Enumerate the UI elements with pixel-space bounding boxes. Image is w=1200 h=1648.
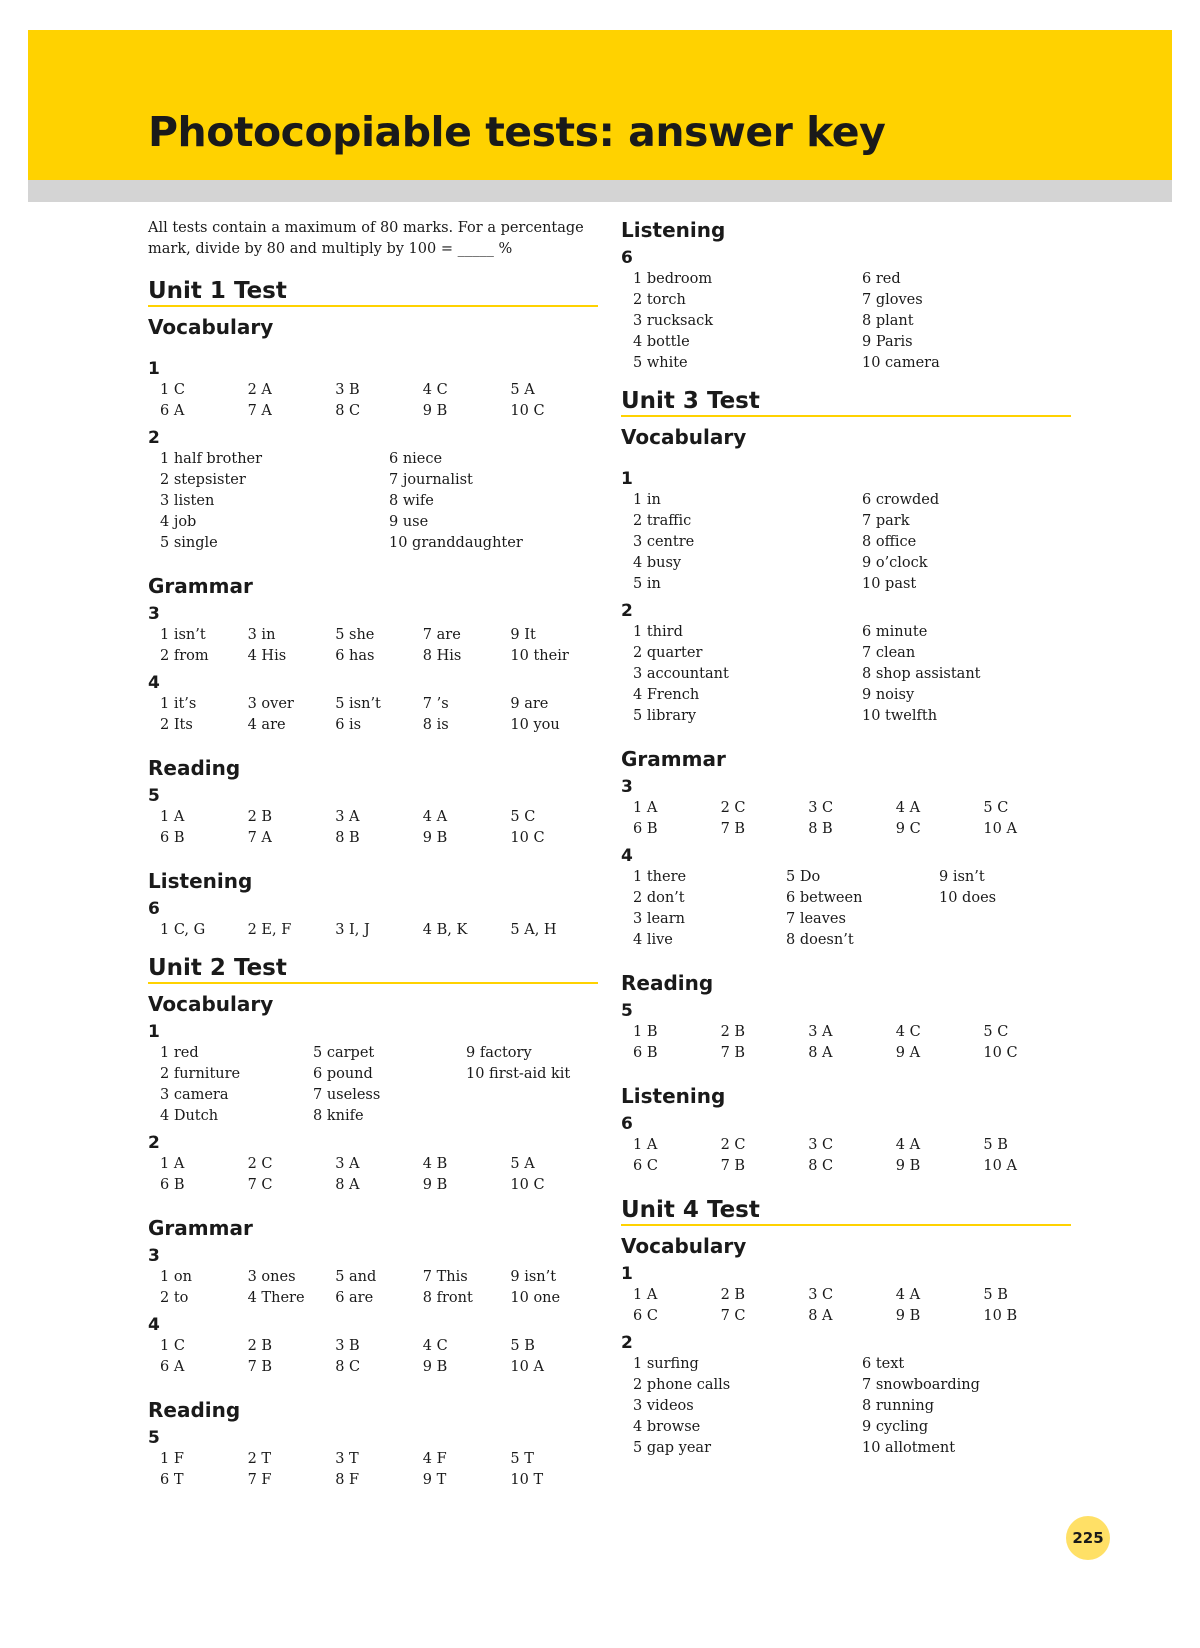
answer-item: 2 furniture [160,1066,241,1082]
answer-item: 8 shop assistant [862,666,981,682]
answer-item: 7 clean [862,645,916,661]
answer-item: 6 B [633,1045,658,1061]
exercise-number: 1 [148,359,160,379]
answer-item: 7 A [247,403,272,419]
answer-item: 7 F [247,1472,272,1488]
answer-item: 4 A [895,1287,921,1303]
answer-item: 3 C [808,800,834,816]
answer-item: 9 A [895,1045,921,1061]
spacer [621,380,1071,388]
answer-item: 1 third [633,624,683,640]
spacer [148,1384,598,1398]
answer-item: 3 C [808,1137,834,1153]
answer-item: 8 B [808,821,833,837]
answer-grid [633,490,1071,595]
answer-item: 7 B [720,1158,746,1174]
answer-item: 7 useless [313,1087,381,1103]
answer-grid [160,807,598,849]
answer-item: 1 in [633,492,661,508]
exercise-number: 2 [621,601,633,621]
answer-item: 5 gap year [633,1440,712,1456]
answer-item: 5 in [633,576,661,592]
unit-heading: Unit 1 Test [148,278,598,307]
section-heading: Vocabulary [148,315,274,339]
answer-item: 7 journalist [389,472,473,488]
answer-item: 5 A [510,382,535,398]
answer-item: 8 A [808,1308,833,1324]
answer-item: 2 from [160,648,209,664]
answer-grid [160,920,598,941]
unit-heading: Unit 2 Test [148,955,598,984]
exercise-number: 5 [621,1001,633,1021]
section-heading: Listening [148,869,253,893]
answer-item: 6 C [633,1308,658,1324]
answer-item: 8 knife [313,1108,364,1124]
answer-item: 3 I, J [335,922,370,938]
answer-item: 5 white [633,355,688,371]
answer-item: 8 F [335,1472,360,1488]
left-column [148,218,598,1497]
answer-item: 5 C [983,800,1009,816]
exercise-number: 4 [148,673,160,693]
title-banner [28,30,1172,180]
answer-item: 9 B [422,403,448,419]
answer-item: 6 between [786,890,863,906]
answer-item: 5 A, H [510,922,557,938]
answer-grid [160,1154,598,1196]
answer-item: 4 F [422,1451,447,1467]
answer-item: 5 and [335,1269,377,1285]
spacer [148,742,598,756]
answer-item: 3 rucksack [633,313,714,329]
exercise-number: 1 [148,1022,160,1042]
answer-item: 7 B [247,1359,273,1375]
answer-item: 3 B [335,1338,360,1354]
unit-heading: Unit 3 Test [621,388,1071,417]
answer-item: 10 camera [862,355,940,371]
exercise-number: 6 [621,1114,633,1134]
answer-item: 5 A [510,1156,535,1172]
answer-item: 7 snowboarding [862,1377,980,1393]
answer-item: 3 in [247,627,276,643]
section-heading: Listening [621,1084,726,1108]
answer-item: 8 office [862,534,917,550]
exercise-number: 5 [148,1428,160,1448]
spacer [621,1183,1071,1197]
answer-item: 4 C [895,1024,921,1040]
answer-item: 2 B [247,1338,273,1354]
page-title: Photocopiable tests: answer key [148,108,886,156]
answer-item: 2 A [247,382,272,398]
answer-item: 7 leaves [786,911,846,927]
answer-grid [160,1267,598,1309]
answer-grid [160,625,598,667]
exercise-number: 1 [621,1264,633,1284]
answer-item: 3 A [335,809,360,825]
spacer [148,345,598,359]
answer-item: 7 B [720,821,746,837]
answer-item: 6 is [335,717,362,733]
answer-item [939,930,1071,951]
answer-item: 1 on [160,1269,192,1285]
answer-item: 9 B [422,1359,448,1375]
answer-item: 10 allotment [862,1440,956,1456]
section-heading: Grammar [148,574,253,598]
answer-item: 1 A [633,800,658,816]
answer-item: 6 are [335,1290,374,1306]
answer-item: 1 there [633,869,687,885]
answer-item: 1 A [160,1156,185,1172]
exercise-number: 4 [621,846,633,866]
exercise-number: 1 [621,469,633,489]
answer-item: 2 quarter [633,645,703,661]
answer-item: 4 browse [633,1419,701,1435]
banner-strip [28,180,1172,202]
exercise-number: 2 [148,1133,160,1153]
answer-item: 8 His [422,648,462,664]
answer-item: 9 T [422,1472,447,1488]
answer-item [466,1106,598,1127]
answer-item: 9 isn’t [510,1269,557,1285]
answer-item: 3 A [335,1156,360,1172]
answer-item: 3 learn [633,911,685,927]
answer-item: 5 C [983,1024,1009,1040]
answer-item: 1 A [160,809,185,825]
spacer [148,1202,598,1216]
answer-item: 5 isn’t [335,696,381,712]
answer-item: 4 His [247,648,287,664]
answer-item: 7 ’s [422,696,449,712]
answer-item: 6 niece [389,451,443,467]
answer-item: 10 C [983,1045,1018,1061]
answer-grid [633,622,1071,727]
answer-item [466,1085,598,1106]
answer-item: 4 job [160,514,197,530]
answer-item: 3 B [335,382,360,398]
answer-item: 4 C [422,382,448,398]
answer-grid [160,449,598,554]
answer-item: 4 Dutch [160,1108,219,1124]
section-heading: Grammar [148,1216,253,1240]
exercise-number: 2 [148,428,160,448]
answer-item: 4 A [895,1137,921,1153]
answer-item: 8 plant [862,313,914,329]
answer-item: 8 B [335,830,360,846]
answer-item: 3 listen [160,493,215,509]
answer-item: 5 B [983,1137,1008,1153]
answer-grid [633,1285,1071,1327]
exercise-number: 5 [148,786,160,806]
answer-item: 1 surfing [633,1356,699,1372]
answer-item: 2 to [160,1290,189,1306]
answer-item: 6 text [862,1356,905,1372]
answer-item: 1 F [160,1451,184,1467]
answer-item: 5 B [510,1338,535,1354]
answer-item: 1 B [633,1024,658,1040]
answer-item: 10 granddaughter [389,535,523,551]
answer-item: 2 Its [160,717,193,733]
answer-item: 9 B [422,830,448,846]
section-heading: Reading [621,971,714,995]
answer-item: 6 B [633,821,658,837]
answer-item: 5 carpet [313,1045,375,1061]
answer-item: 8 front [422,1290,473,1306]
answer-item: 2 B [720,1024,746,1040]
spacer [148,560,598,574]
answer-item: 6 crowded [862,492,940,508]
spacer [621,1070,1071,1084]
answer-item: 6 A [160,403,185,419]
answer-item: 8 C [808,1158,834,1174]
answer-item: 10 C [510,830,545,846]
answer-item: 7 gloves [862,292,923,308]
answer-item: 8 doesn’t [786,932,854,948]
answer-item: 5 single [160,535,218,551]
answer-item: 5 T [510,1451,534,1467]
answer-grid [160,380,598,422]
spacer [621,957,1071,971]
answer-item: 1 C, G [160,922,206,938]
answer-item: 10 T [510,1472,544,1488]
section-heading: Vocabulary [148,992,274,1016]
answer-item: 6 has [335,648,375,664]
answer-item: 4 live [633,932,673,948]
answer-item: 5 library [633,708,697,724]
answer-grid [633,269,1071,374]
answer-item: 3 A [808,1024,833,1040]
answer-item: 6 red [862,271,901,287]
answer-item: 9 C [895,821,921,837]
answer-item: 10 A [983,821,1017,837]
answer-item: 1 C [160,1338,185,1354]
answer-item: 2 E, F [247,922,292,938]
answer-item: 2 B [720,1287,746,1303]
answer-item: 5 C [510,809,536,825]
answer-item: 5 she [335,627,375,643]
answer-item: 3 videos [633,1398,694,1414]
page-number-badge: 225 [1066,1516,1110,1560]
answer-item: 6 A [160,1359,185,1375]
answer-item: 9 B [422,1177,448,1193]
section-heading: Grammar [621,747,726,771]
answer-item: 7 B [720,1045,746,1061]
answer-item: 9 are [510,696,549,712]
answer-item: 4 B [422,1156,448,1172]
intro-text: All tests contain a maximum of 80 marks. For a percentage mark, divide by 80 and multiply by 100 = _____ % [148,220,584,257]
answer-item: 3 centre [633,534,695,550]
answer-item: 10 first-aid kit [466,1066,571,1082]
spacer [148,855,598,869]
answer-item: 10 you [510,717,560,733]
answer-item: 10 twelfth [862,708,938,724]
exercise-number: 4 [148,1315,160,1335]
answer-item: 2 stepsister [160,472,246,488]
answer-item: 8 running [862,1398,935,1414]
answer-item: 1 A [633,1137,658,1153]
answer-item: 4 A [895,800,921,816]
answer-item: 7 are [422,627,461,643]
spacer [621,733,1071,747]
answer-item: 3 accountant [633,666,729,682]
answer-item: 2 don’t [633,890,685,906]
answer-item: 2 phone calls [633,1377,731,1393]
answer-item: 4 bottle [633,334,690,350]
answer-item: 10 B [983,1308,1018,1324]
answer-item: 3 T [335,1451,359,1467]
answer-item: 6 minute [862,624,928,640]
answer-item: 10 A [983,1158,1017,1174]
answer-grid [160,1449,598,1491]
answer-item: 10 does [939,890,997,906]
answer-item: 6 B [160,1177,185,1193]
section-heading: Vocabulary [621,425,747,449]
answer-item: 2 C [720,1137,746,1153]
answer-item: 9 use [389,514,429,530]
answer-item: 10 C [510,403,545,419]
answer-item: 3 over [247,696,294,712]
answer-item: 9 cycling [862,1419,929,1435]
answer-item: 7 This [422,1269,468,1285]
exercise-number: 2 [621,1333,633,1353]
answer-item: 2 traffic [633,513,692,529]
exercise-number: 6 [148,899,160,919]
spacer [621,455,1071,469]
answer-item: 4 B, K [422,922,468,938]
exercise-number: 3 [148,1246,160,1266]
answer-item: 8 is [422,717,449,733]
answer-grid [160,1336,598,1378]
answer-item: 1 A [633,1287,658,1303]
answer-item: 7 C [720,1308,746,1324]
answer-item: 10 C [510,1177,545,1193]
spacer [148,947,598,955]
answer-item: 3 C [808,1287,834,1303]
right-column [621,218,1071,1465]
answer-grid [633,1022,1071,1064]
answer-item: 1 red [160,1045,199,1061]
answer-item: 7 A [247,830,272,846]
section-heading: Listening [621,218,726,242]
answer-item: 4 busy [633,555,682,571]
answer-item: 3 ones [247,1269,296,1285]
answer-item: 6 pound [313,1066,373,1082]
answer-item: 9 isn’t [939,869,985,885]
exercise-number: 3 [148,604,160,624]
answer-item: 4 A [422,809,448,825]
answer-item: 7 park [862,513,910,529]
answer-item: 5 B [983,1287,1008,1303]
answer-item: 5 Do [786,869,821,885]
answer-item: 7 C [247,1177,273,1193]
answer-item: 6 T [160,1472,184,1488]
answer-item: 10 A [510,1359,544,1375]
answer-item: 9 o’clock [862,555,928,571]
answer-item: 8 wife [389,493,434,509]
answer-item: 9 Paris [862,334,913,350]
answer-grid [633,1135,1071,1177]
answer-item: 4 There [247,1290,305,1306]
answer-item: 8 A [335,1177,360,1193]
answer-item: 3 camera [160,1087,229,1103]
answer-item: 2 C [247,1156,273,1172]
answer-grid [160,1043,598,1127]
answer-item: 1 C [160,382,185,398]
answer-item: 1 half brother [160,451,263,467]
answer-item: 2 B [247,809,273,825]
answer-item: 9 factory [466,1045,532,1061]
answer-item: 6 B [160,830,185,846]
exercise-number: 6 [621,248,633,268]
answer-item: 1 isn’t [160,627,206,643]
answer-grid [633,867,1071,951]
answer-item: 2 torch [633,292,686,308]
answer-item: 9 B [895,1158,921,1174]
answer-item: 10 their [510,648,569,664]
answer-item: 9 B [895,1308,921,1324]
answer-grid [633,1354,1071,1459]
answer-item [939,909,1071,930]
section-heading: Reading [148,756,241,780]
answer-item: 2 C [720,800,746,816]
answer-item: 8 C [335,1359,361,1375]
answer-item: 8 C [335,403,361,419]
section-heading: Vocabulary [621,1234,747,1258]
exercise-number: 3 [621,777,633,797]
unit-heading: Unit 4 Test [621,1197,1071,1226]
section-heading: Reading [148,1398,241,1422]
answer-item: 9 noisy [862,687,915,703]
answer-item: 1 bedroom [633,271,713,287]
answer-grid [633,798,1071,840]
answer-grid [160,694,598,736]
answer-item: 9 It [510,627,536,643]
answer-item: 1 it’s [160,696,197,712]
answer-item: 2 T [247,1451,272,1467]
answer-item: 10 one [510,1290,561,1306]
answer-item: 4 French [633,687,700,703]
answer-item: 10 past [862,576,917,592]
answer-item: 4 C [422,1338,448,1354]
answer-item: 6 C [633,1158,658,1174]
answer-item: 4 are [247,717,286,733]
answer-item: 8 A [808,1045,833,1061]
